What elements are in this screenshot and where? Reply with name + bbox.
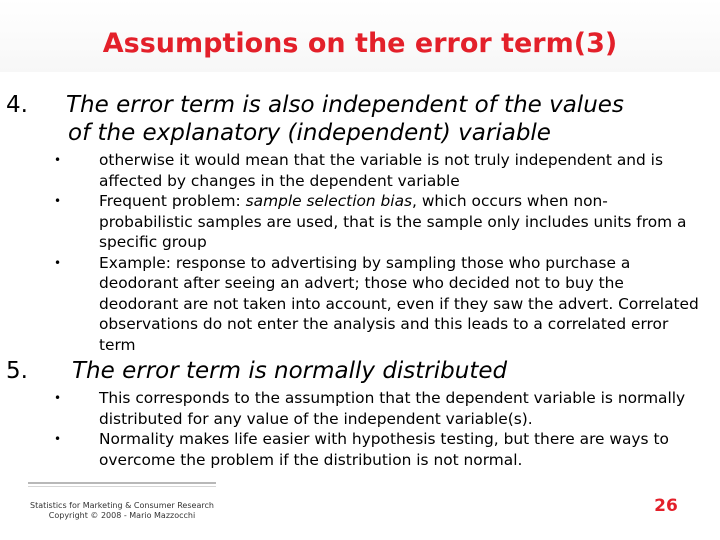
bullet-item [54, 388, 699, 429]
bullet-dot-icon: • [54, 255, 62, 270]
page-number: 26 [654, 496, 678, 516]
bullet-text-end: , which occurs when non-probabilistic samples are used, that is the sample only includes units from a specific group [99, 192, 687, 251]
footer-divider [28, 482, 216, 484]
bullet-text-start: Frequent problem: [99, 192, 246, 210]
bullet-text: otherwise it would mean that the variable is not truly independent and is affected by changes in the dependent variable [99, 151, 663, 190]
bullet-item [54, 429, 699, 470]
point-4-line-2: of the explanatory (independent) variable [68, 120, 551, 146]
point-5-number: 5. [6, 358, 28, 384]
footer-copyright: Copyright © 2008 - Mario Mazzocchi [48, 511, 196, 520]
bullet-text: Example: response to advertising by sampling those who purchase a deodorant after seeing an advert; those who decided not to buy the deodorant are not taken into account, even if they saw the advert. Correlated observations do not enter the analysis and this leads to a correlated error term [99, 253, 699, 354]
point-5-bullets [54, 388, 699, 470]
footer-course-title: Statistics for Marketing & Consumer Research [30, 501, 214, 510]
bullet-item [54, 150, 699, 191]
point-5-line-1: The error term is normally distributed [72, 358, 508, 384]
point-4-number: 4. [6, 92, 28, 118]
bullet-dot-icon: • [54, 391, 62, 405]
bullet-item [54, 191, 699, 253]
bullet-dot-icon: • [54, 153, 62, 167]
footer [0, 501, 244, 521]
bullet-text: Normality makes life easier with hypothesis testing, but there are ways to overcome the problem if the distribution is not normal. [99, 430, 669, 469]
sample-selection-bias-term: sample selection bias [245, 192, 413, 210]
bullet-text [99, 191, 699, 253]
bullet-dot-icon: • [54, 194, 62, 208]
point-4-bullets [54, 150, 699, 355]
bullet-text: This corresponds to the assumption that the dependent variable is normally distributed for any value of the independent variable(s). [99, 389, 686, 428]
bullet-dot-icon: • [54, 432, 62, 446]
point-4-line-1: The error term is also independent of the values [66, 92, 624, 118]
footer-divider-secondary [28, 486, 216, 487]
slide-title: Assumptions on the error term(3) [102, 28, 618, 59]
bullet-item [54, 253, 699, 356]
